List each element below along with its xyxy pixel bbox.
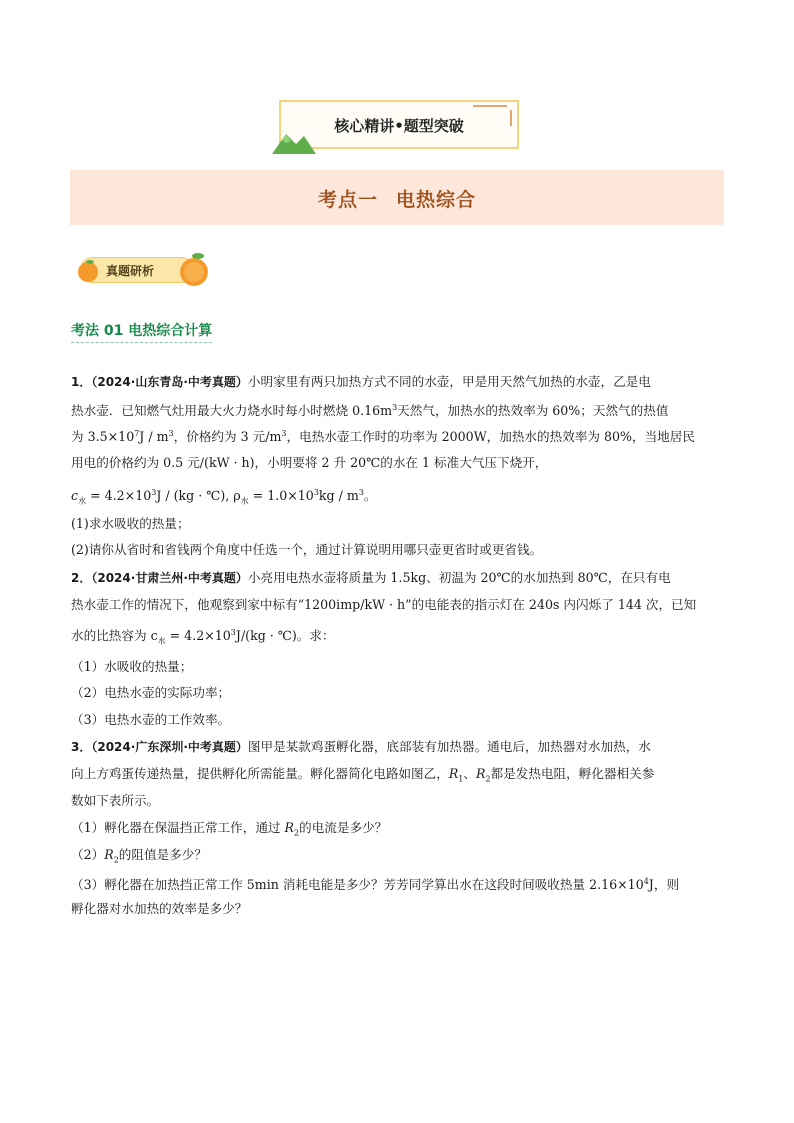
q1-sub-2: (2)请你从省时和省钱两个角度中任选一个，通过计算说明用哪只壶更省时或更省钱。 bbox=[71, 542, 543, 557]
badge-label: 真题研析 bbox=[106, 264, 155, 278]
q1-line-1: 1．（2024·山东青岛·中考真题）小明家里有两只加热方式不同的水壶，甲是用天然气加热的水壶，乙是电 bbox=[71, 374, 651, 389]
banner-title: 核心精讲•题型突破 bbox=[334, 117, 464, 135]
q2-line-1: 2．（2024·甘肃兰州·中考真题）小亮用电热水壶将质量为 1.5kg、初温为 20℃的水加热到 80℃，在只有电 bbox=[71, 570, 671, 585]
q3-sub-1: （1）孵化器在保温挡正常工作，通过 $R_2$的电流是多少？ bbox=[71, 820, 388, 838]
orange-icon bbox=[178, 250, 210, 290]
q2-sub-3: （3）电热水壶的工作效率。 bbox=[71, 712, 231, 727]
q3-sub-3: （3）孵化器在加热挡正常工作 5min 消耗电能是多少？芳芳同学算出水在这段时间吸收热量 $2.16\times 10^4J$，则 bbox=[71, 877, 680, 893]
banner-decoration-icon bbox=[473, 104, 517, 126]
section-title: 考点一 电热综合 bbox=[317, 189, 477, 211]
q1-formula: $c_水 = 4.2\times 10^3J / (kg$ · ℃), $\rho_水 = 1.0\times 10^3kg / m^3$。 bbox=[71, 488, 377, 506]
q3-sub-2: $(2)R_2$的阻值是多少？ bbox=[71, 847, 207, 865]
section-badge bbox=[76, 250, 210, 290]
mountain-icon bbox=[270, 128, 316, 154]
orange-icon bbox=[76, 259, 100, 283]
q1-line-4: 用电的价格约为 0.5 元/(kW · h)，小明要将 2 升 20℃的水在 1 标准大气压下烧开， bbox=[71, 455, 548, 470]
q3-line-2: 向上方鸡蛋传递热量，提供孵化所需能量。孵化器简化电路如图乙，$R_1$、$R_2$都是发热电阻，孵化器相关参 bbox=[71, 766, 655, 784]
q2-line-3: 水的比热容为 $c_水 = 4.2\times 10^3J/(kg$ · ℃)。求： bbox=[71, 628, 335, 646]
section-header bbox=[70, 170, 724, 225]
q3-sub-3-cont: 孵化器对水加热的效率是多少？ bbox=[71, 901, 248, 916]
q3-line-3: 数如下表所示。 bbox=[71, 793, 160, 808]
method-heading: 考法 01 电热综合计算 bbox=[71, 320, 212, 343]
q2-sub-1: （1）水吸收的热量； bbox=[71, 659, 193, 674]
q2-sub-2: （2）电热水壶的实际功率； bbox=[71, 685, 231, 700]
q3-line-1: 3．（2024·广东深圳·中考真题）图甲是某款鸡蛋孵化器，底部装有加热器。通电后，加热器对水加热，水 bbox=[71, 739, 651, 754]
q1-line-3: 为 $3.5\times 10^7J / m^3$，价格约为 3 元$/m^3$，电热水壶工作时的功率为 2000W，加热水的热效率为 80%，当地居民 bbox=[71, 429, 695, 445]
q2-line-2: 热水壶工作的情况下，他观察到家中标有“1200imp/kW · h”的电能表的指示灯在 240s 内闪烁了 144 次，已知 bbox=[71, 597, 697, 612]
q1-sub-1: (1)求水吸收的热量； bbox=[71, 516, 190, 531]
q1-line-2: 热水壶．已知燃气灶用最大火力烧水时每小时燃烧 $0.16m^3$天然气，加热水的热效率为 60%；天然气的热值 bbox=[71, 403, 669, 419]
